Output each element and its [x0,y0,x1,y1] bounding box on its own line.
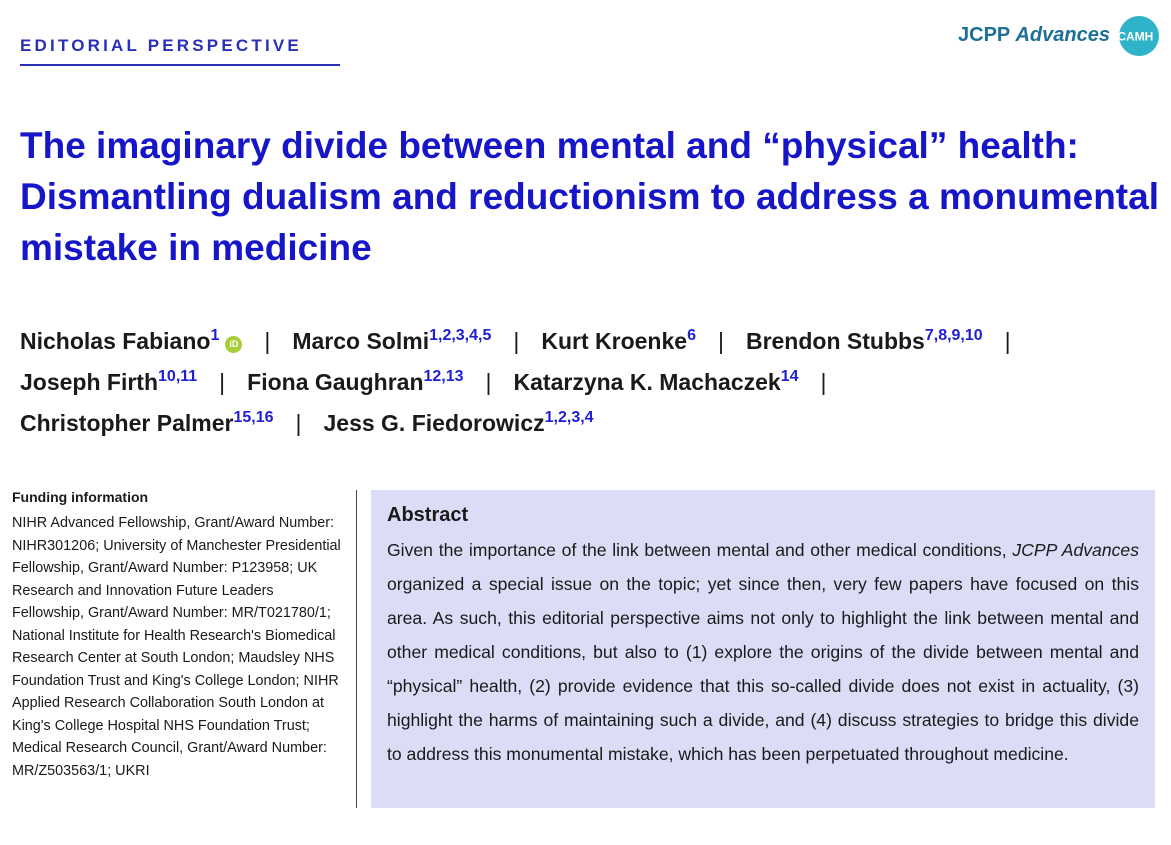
author-affiliation[interactable]: 1 [210,327,220,344]
article-title: The imaginary divide between mental and “physical” health: Dismantling dualism and reductionism to address a monumental mistake in medicine [20,125,1159,268]
journal-name-italic: Advances [1015,24,1110,46]
author-separator: | [820,369,827,395]
abstract-text [387,533,1139,771]
author-entry[interactable] [514,369,799,395]
logo-text: ACAMH [1108,29,1154,44]
acamh-logo[interactable] [1107,15,1159,57]
author-entry[interactable] [746,328,983,354]
author-entry[interactable] [323,410,593,436]
author-name: Nicholas Fabiano [20,328,211,354]
author-separator: | [1004,328,1011,354]
funding-information [12,488,342,782]
author-entry[interactable] [247,369,463,395]
author-affiliation[interactable]: 15,16 [233,409,274,426]
orcid-icon[interactable]: iD [225,336,242,353]
abstract-heading: Abstract [387,504,469,526]
author-name: Fiona Gaughran [247,369,424,395]
author-affiliation[interactable]: 14 [780,368,799,385]
author-name: Katarzyna K. Machaczek [513,369,781,395]
author-affiliation[interactable]: 1,2,3,4 [544,409,594,426]
author-separator: | [513,328,520,354]
author-name: Marco Solmi [292,328,430,354]
author-affiliation[interactable]: 6 [687,327,696,344]
author-affiliation[interactable]: 7,8,9,10 [924,327,983,344]
column-divider [356,490,357,808]
author-entry[interactable] [20,410,274,436]
funding-heading: Funding information [12,489,149,505]
journal-brand[interactable] [958,24,1110,47]
section-label: EDITORIAL PERSPECTIVE [20,36,302,55]
author-entry[interactable] [20,369,197,395]
author-affiliation[interactable]: 12,13 [423,368,464,385]
author-affiliation[interactable]: 1,2,3,4,5 [429,327,492,344]
author-name: Joseph Firth [20,369,159,395]
author-name: Brendon Stubbs [745,328,925,354]
abstract-text-rest: organized a special issue on the topic; yet since then, very few papers have focused on this area. As such, this editorial perspective aims not only to highlight the link between mental and other medical conditions, but also to (1) explore the origins of the divide between mental and “physical” health, (2) provide evidence that this so-called divide does not exist in actuality, (3) highlight the harms of maintaining such a divide, and (4) discuss strategies to bridge this divide to address this monumental mistake, which has been perpetuated throughout medicine. [387,574,1139,764]
author-name: Kurt Kroenke [541,328,688,354]
author-separator: | [485,369,492,395]
author-separator: | [219,369,226,395]
author-separator: | [717,328,724,354]
author-entry[interactable] [292,328,491,354]
author-list [20,321,1160,444]
author-separator: | [264,328,271,354]
author-affiliation[interactable]: 10,11 [158,368,198,385]
abstract-journal-name: JCPP Advances [1012,540,1139,560]
author-name: Christopher Palmer [20,410,234,436]
author-entry[interactable] [20,328,242,354]
abstract-box [371,490,1155,808]
section-underline [20,64,340,66]
author-entry[interactable] [541,328,696,354]
author-separator: | [295,410,302,436]
journal-name: JCPP [958,24,1010,46]
abstract-text-start: Given the importance of the link between mental and other medical conditions, [387,540,1013,560]
author-name: Jess G. Fiedorowicz [323,410,545,436]
funding-text: NIHR Advanced Fellowship, Grant/Award Number: NIHR301206; University of Manchester Presidential Fellowship, Grant/Award Number: P123958; UK Research and Innovation Future Leaders Fellowship, Grant/Award Number: MR/T021780/1; National Institute for Health Research's Biomedical Research Center at South London; Maudsley NHS Foundation Trust and King's College London; NIHR Applied Research Collaboration South London at King's College Hospital NHS Foundation Trust; Medical Research Council, Grant/Award Number: MR/Z503563/1; UKRI [12,515,341,779]
